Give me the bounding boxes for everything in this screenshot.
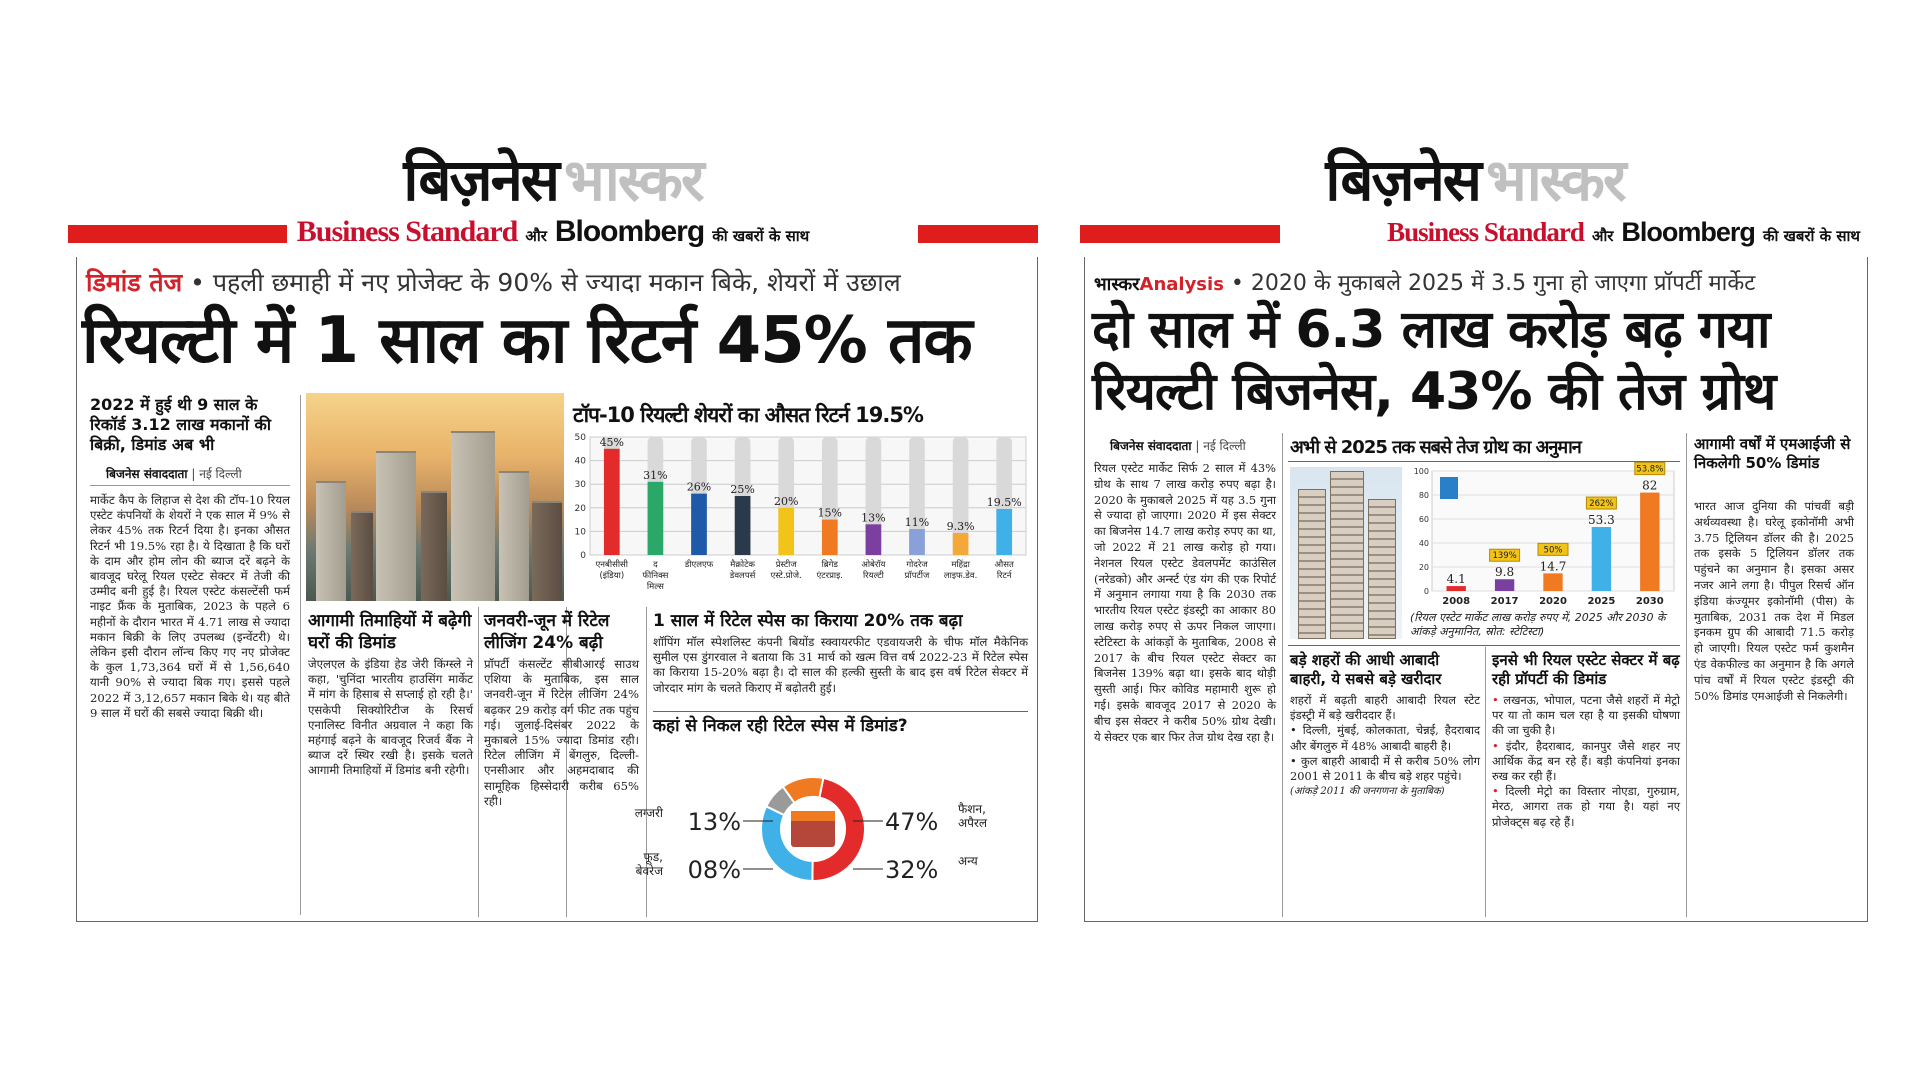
percent-label: 32% bbox=[885, 856, 939, 884]
growth-label: 262% bbox=[1589, 499, 1614, 510]
col4-body: शॉपिंग मॉल स्पेशलिस्ट कंपनी बियोंड स्क्वायरफीट एडवायजरी के चीफ मॉल मैकेनिक सुमील एस डुंगरवाल ने बताया कि 31 मार्च को खत्म वित्त वर्ष 2022-23 में रिटेल स्पेस का किराया 15-20% बढ़ा है। दो साल की हल्की सुस्ती के बाद इस वर्ष रिटेल सेक्टर में जोरदार मांग के चलते किराए में बढ़ोतरी हुई। bbox=[653, 635, 1028, 695]
col3-bullet2: • इंदौर, हैदराबाद, कानपुर जैसे शहर नए आर्थिक केंद्र बन रहे हैं। बड़ी कंपनियां इनका रुख कर रही हैं। bbox=[1492, 738, 1680, 784]
data-label: 11% bbox=[904, 516, 930, 530]
category-label: ओबेरॉय bbox=[861, 560, 886, 570]
bloomberg-logo: Bloomberg bbox=[1621, 216, 1755, 247]
category-label: फीनिक्स bbox=[642, 571, 669, 581]
y-tick-label: 30 bbox=[574, 480, 586, 491]
col4-subheading: आगामी वर्षों में एमआईजी से निकलेगी 50% डिमांड bbox=[1694, 435, 1851, 472]
headline-line1: दो साल में 6.3 लाख करोड़ बढ़ गया bbox=[1092, 300, 1770, 360]
col3-subheading: इनसे भी रियल एस्टेट सेक्टर में बढ़ रही प्रॉपर्टी की डिमांड bbox=[1492, 651, 1680, 688]
market-growth-bar-chart bbox=[1406, 465, 1678, 611]
col2-subheading: बड़े शहरों की आधी आबादी बाहरी, ये सबसे बड़े खरीदार bbox=[1290, 651, 1442, 688]
category-label: मिल्स bbox=[646, 582, 664, 592]
category-label: फूड, bbox=[643, 850, 663, 864]
tagline-suffix: की खबरों के साथ bbox=[712, 227, 810, 245]
data-label: 19.5% bbox=[986, 495, 1022, 509]
bar bbox=[604, 449, 620, 555]
masthead-part1: बिज़नेस bbox=[403, 146, 558, 214]
col3-bullet1: • लखनऊ, भोपाल, पटना जैसे शहरों में मेट्रो पर या तो काम चल रहा है या इसकी घोषणा की जा चुकी है। bbox=[1492, 693, 1681, 738]
kicker: भास्करAnalysis • 2020 के मुकाबले 2025 में 3.5 गुना हो जाएगा प्रॉपर्टी मार्केट bbox=[1094, 271, 1756, 296]
category-label: ब्रिगेड bbox=[821, 560, 838, 570]
category-label: एंटरप्राइ. bbox=[816, 571, 843, 581]
y-tick-label: 0 bbox=[1423, 587, 1429, 596]
headline: रियल्टी में 1 साल का रिटर्न 45% तक bbox=[82, 304, 972, 378]
masthead bbox=[68, 145, 1038, 215]
byline-name: बिजनेस संवाददाता bbox=[106, 467, 188, 481]
year-label: 2008 bbox=[1442, 596, 1471, 607]
headline-line2: रियल्टी बिजनेस, 43% की तेज ग्रोथ bbox=[1092, 362, 1776, 422]
y-tick-label: 50 bbox=[574, 433, 586, 443]
percent-label: 13% bbox=[687, 808, 741, 836]
bar bbox=[1447, 586, 1466, 591]
data-label: 9.3% bbox=[946, 520, 975, 534]
year-label: 2017 bbox=[1490, 596, 1519, 607]
category-label: रियल्टी bbox=[862, 571, 884, 581]
y-tick-label: 40 bbox=[574, 456, 586, 467]
red-bar-right bbox=[918, 225, 1038, 243]
col2-subheading: आगामी तिमाहियों में बढ़ेगी घरों की डिमांड bbox=[308, 611, 472, 653]
chart-title: टॉप-10 रियल्टी शेयरों का औसत रिटर्न 19.5% bbox=[573, 403, 923, 427]
business-standard-logo: Business Standard bbox=[1387, 216, 1584, 247]
byline: बिजनेस संवाददाता | नई दिल्ली bbox=[106, 467, 242, 481]
masthead-part2: भास्कर bbox=[1485, 146, 1625, 214]
category-label: लाइफ.डेव. bbox=[943, 571, 978, 581]
col3-subheading: जनवरी-जून में रिटेल लीजिंग 24% बढ़ी bbox=[484, 611, 610, 653]
bar bbox=[778, 508, 794, 555]
year-label: 2025 bbox=[1587, 596, 1616, 607]
byline-name: बिजनेस संवाददाता bbox=[1110, 439, 1192, 453]
bar bbox=[866, 524, 882, 555]
intro-body: मार्केट कैप के लिहाज से देश की टॉप-10 रियल एस्टेट कंपनियों के शेयरों ने एक साल में 9% से लेकर 45% तक रिटर्न दिया है। इनका औसत रिटर्न भी 19.5% रहा है। ये दिखाता है कि घरों के दाम और होम लोन की ब्याज दरें बढ़ने के बावजूद घरेलू रियल एस्टेट सेक्टर में तेजी की उम्मीद बनी हुई है। रियल एस्टेट कंसल्टेंसी फर्म नाइट फ्रैंक के मुताबिक, 2023 के पहले 6 महीनों के दौरान भारत में 4.71 लाख से ज्यादा मकान बिक्री के लिए उपलब्ध (इन्वेंटरी) थे। लेकिन इसी दौरान लॉन्च किए गए नए प्रोजेक्ट के कुल 1,73,364 घरों में से 1,56,640 यानी 90% से ज्यादा बिक गए। इससे पहले 2022 में 3,12,657 मकान बिके थे। यह बीते 9 साल में घरों की सबसे ज्यादा बिक्री थी। bbox=[90, 493, 290, 720]
data-label: 82 bbox=[1642, 478, 1658, 493]
kicker-brand: भास्कर bbox=[1094, 274, 1140, 295]
category-label: रिटर्न bbox=[996, 571, 1012, 581]
category-label: डीएलएफ bbox=[684, 560, 714, 570]
tagline-aur: और bbox=[1591, 226, 1614, 245]
y-tick-label: 40 bbox=[1418, 539, 1429, 548]
category-label: प्रॉपर्टीज bbox=[904, 571, 930, 581]
data-label: 9.8 bbox=[1495, 565, 1515, 580]
category-label: फैशन, bbox=[958, 802, 986, 816]
percent-label: 47% bbox=[885, 808, 939, 836]
bar bbox=[953, 533, 969, 555]
tagline-suffix: की खबरों के साथ bbox=[1762, 226, 1860, 245]
left-newspaper-clipping bbox=[68, 145, 1038, 945]
category-label: एनबीसीसी bbox=[595, 560, 628, 570]
city-skyline-photo bbox=[306, 393, 564, 601]
col3-body bbox=[1492, 693, 1680, 830]
building-icon bbox=[1440, 477, 1458, 499]
growth-label: 53.8% bbox=[1636, 464, 1664, 475]
category-label: मैक्रोटेक bbox=[730, 560, 755, 570]
bar bbox=[735, 496, 751, 555]
y-tick-label: 100 bbox=[1413, 467, 1429, 476]
right-newspaper-clipping bbox=[1080, 145, 1870, 945]
data-label: 45% bbox=[599, 435, 625, 449]
growth-label: 50% bbox=[1543, 545, 1563, 556]
data-label: 15% bbox=[817, 506, 843, 520]
tagline bbox=[1080, 215, 1870, 249]
data-label: 25% bbox=[730, 483, 755, 496]
masthead-part1: बिज़नेस bbox=[1325, 146, 1480, 214]
col3-bullet3: • दिल्ली मेट्रो का विस्तार नोएडा, गुरुग्राम, मेरठ, आगरा तक हो गया है। यहां नए प्रोजेक्ट्स बढ़ रहे हैं। bbox=[1492, 784, 1680, 829]
masthead bbox=[1080, 145, 1870, 215]
col2-bullet1: • दिल्ली, मुंबई, कोलकाता, चेन्नई, हैदराबाद और बेंगलुरु में 48% आबादी बाहरी है। bbox=[1290, 723, 1480, 753]
business-standard-logo: Business Standard bbox=[296, 215, 518, 248]
percent-label: 08% bbox=[687, 856, 741, 884]
chart-title: अभी से 2025 तक सबसे तेज ग्रोथ का अनुमान bbox=[1290, 437, 1581, 458]
data-label: 31% bbox=[643, 468, 668, 482]
tagline bbox=[68, 215, 1038, 249]
category-label: अपैरल bbox=[958, 816, 988, 830]
kicker-text: पहली छमाही में नए प्रोजेक्ट के 90% से ज्यादा मकान बिके, शेयरों में उछाल bbox=[212, 268, 901, 297]
category-label: गोदरेज bbox=[906, 560, 928, 570]
masthead-part2: भास्कर bbox=[563, 146, 703, 214]
bar bbox=[1640, 493, 1659, 591]
category-label: बेवरेज bbox=[635, 864, 663, 878]
category-label: प्रेस्टीज bbox=[775, 560, 797, 570]
kicker: डिमांड तेज • पहली छमाही में नए प्रोजेक्ट के 90% से ज्यादा मकान बिके, शेयरों में उछाल bbox=[86, 268, 901, 297]
category-label: एस्टे.प्रोजे. bbox=[770, 571, 802, 581]
tower-photo bbox=[1290, 467, 1402, 639]
bar bbox=[1543, 573, 1562, 591]
intro-subheading: 2022 में हुई थी 9 साल के रिकॉर्ड 3.12 लाख मकानों की बिक्री, डिमांड अब भी bbox=[90, 395, 271, 454]
col2-body: जेएलएल के इंडिया हेड जेरी किंग्स्ले ने कहा, 'चुनिंदा भारतीय हाउसिंग मार्केट में मांग के हिसाब से सप्लाई हो रही है।' एसकेपी सिक्योरिटीज के रिसर्च एनालिस्ट विनीत अग्रवाल ने कहा कि महंगाई बढ़ने के बावजूद रिजर्व बैंक ने ब्याज दरें स्थिर रखी है। इसके चलते आगामी तिमाहियों में डिमांड बनी रहेगी। bbox=[308, 657, 473, 778]
year-label: 2030 bbox=[1635, 596, 1664, 607]
y-tick-label: 0 bbox=[580, 551, 586, 561]
retail-demand-donut-chart bbox=[634, 741, 1028, 919]
col2-bullet2: • कुल बाहरी आबादी में से करीब 50% लोग 2001 से 2011 के बीच बड़े शहर पहुंचे। bbox=[1290, 753, 1480, 784]
y-tick-label: 20 bbox=[1418, 563, 1429, 572]
bar bbox=[996, 509, 1012, 555]
red-bar-left bbox=[1080, 225, 1280, 243]
bar bbox=[691, 494, 707, 555]
y-tick-label: 80 bbox=[1418, 491, 1429, 500]
data-label: 4.1 bbox=[1446, 572, 1466, 587]
col2-intro: शहरों में बढ़ती बाहरी आबादी रियल स्टेट इंडस्ट्री में बड़े खरीददार हैं। bbox=[1290, 693, 1480, 723]
y-tick-label: 10 bbox=[574, 527, 586, 538]
data-label: 13% bbox=[861, 511, 886, 525]
category-label: औसत bbox=[994, 560, 1014, 570]
col2-body bbox=[1290, 693, 1480, 799]
category-label: डेवलपर्स bbox=[729, 571, 756, 581]
data-label: 14.7 bbox=[1539, 559, 1567, 574]
bar bbox=[648, 482, 664, 555]
top10-returns-bar-chart bbox=[568, 429, 1030, 605]
bar bbox=[909, 529, 925, 555]
tagline-aur: और bbox=[525, 227, 547, 245]
byline-place: नई दिल्ली bbox=[199, 467, 242, 481]
col2-note: (आंकड़े 2011 की जनगणना के मुताबिक) bbox=[1290, 786, 1445, 798]
data-label: 26% bbox=[686, 480, 712, 494]
y-tick-label: 20 bbox=[574, 503, 586, 514]
main-body: रियल एस्टेट मार्केट सिर्फ 2 साल में 43% ग्रोथ के साथ 7 लाख करोड़ रुपए बढ़ा है। 2020 के मुकाबले 2025 में यह 3.5 गुना से ज्यादा हो जाएगा। 2020 में इस सेक्टर का बिजनेस 14.7 लाख करोड़ रुपए का था, जो 2022 में 21 लाख करोड़ हो गया। नेशनल रियल एस्टेट डेवलपमेंट काउंसिल (नरेडको) और अर्न्स्ट एंड यंग की एक रिपोर्ट में अनुमान लगाया गया है कि 2030 तक भारतीय रियल एस्टेट इंडस्ट्री का आकार 80 लाख करोड़ रुपए से ऊपर निकल जाएगा। स्टेटिस्टा के आंकड़ों के मुताबिक, 2008 से 2017 के बीच रियल एस्टेट सेक्टर का बिजनेस 139% बढ़ा था। इसके बाद थोड़ी सुस्ती आई। फिर कोविड महामारी शुरू हो गई। इसके बावजूद 2017 से 2020 के बीच इस सेक्टर ने करीब 50% ग्रोथ देखी। ये सेक्टर एक बार फिर तेज ग्रोथ देख रहा है। bbox=[1094, 461, 1276, 744]
col4-subheading: 1 साल में रिटेल स्पेस का किराया 20% तक बढ़ा bbox=[653, 611, 963, 631]
red-bar-left bbox=[68, 225, 298, 243]
category-label: अन्य bbox=[958, 854, 978, 868]
category-label: महिंद्रा bbox=[951, 560, 970, 570]
donut-title: कहां से निकल रही रिटेल स्पेस में डिमांड? bbox=[653, 716, 908, 736]
col3-body: प्रॉपर्टी कंसल्टेंट सीबीआरई साउथ एशिया के मुताबिक, इस साल जनवरी-जून में रिटेल लीजिंग 24% बढ़कर 29 करोड़ वर्ग फीट तक पहुंच गई। जुलाई-दिसंबर 2022 के मुकाबले 15% ज्यादा डिमांड रही। रिटेल लीजिंग में बेंगलुरु, दिल्ली-एनसीआर और अहमदाबाद की सामूहिक हिस्सेदारी करीब 65% रही। bbox=[484, 657, 639, 808]
kicker-text: 2020 के मुकाबले 2025 में 3.5 गुना हो जाएगा प्रॉपर्टी मार्केट bbox=[1250, 271, 1756, 296]
y-tick-label: 60 bbox=[1418, 515, 1429, 524]
byline: बिजनेस संवाददाता | नई दिल्ली bbox=[1110, 439, 1246, 453]
category-label: द bbox=[653, 560, 658, 570]
bloomberg-logo: Bloomberg bbox=[554, 215, 705, 248]
col4-body: भारत आज दुनिया की पांचवीं बड़ी अर्थव्यवस्था है। घरेलू इकोनॉमी अभी 3.75 ट्रिलियन डॉलर की है। 2025 तक इसके 5 ट्रिलियन डॉलर तक पहुंचने का अनुमान है। इसका असर नजर आने लगा है। पीपुल रिसर्च ऑन इंडिया कंज्यूमर इकोनॉमी (पीस) के मुताबिक, 2031 तक देश में मिडल इनकम ग्रुप की आबादी 71.5 करोड़ हो जाएगी। रियल एस्टेट फर्म कुशमैन एंड वेकफील्ड का अनुमान है कि अगले पांच वर्षों में रियल एस्टेट इंडस्ट्री की 50% डिमांड एमआईजी से निकलेगी। bbox=[1694, 499, 1854, 703]
category-label: (इंडिया) bbox=[599, 571, 625, 581]
data-label: 20% bbox=[773, 494, 799, 508]
bar bbox=[1592, 527, 1611, 591]
chart-caption: (रियल एस्टेट मार्केट लाख करोड़ रुपए में, 2025 और 2030 के आंकड़े अनुमानित, स्रोत: स्टेटिस्टा) bbox=[1410, 611, 1666, 638]
kicker-label: Analysis bbox=[1139, 274, 1224, 295]
bar bbox=[1495, 579, 1514, 591]
shop-awning-icon bbox=[791, 811, 835, 821]
growth-label: 139% bbox=[1492, 551, 1517, 562]
kicker-label: डिमांड तेज bbox=[86, 268, 183, 297]
year-label: 2020 bbox=[1539, 596, 1567, 607]
byline-place: नई दिल्ली bbox=[1203, 439, 1246, 453]
category-label: लग्जरी bbox=[634, 806, 663, 820]
bar bbox=[822, 520, 838, 555]
data-label: 53.3 bbox=[1588, 513, 1615, 528]
